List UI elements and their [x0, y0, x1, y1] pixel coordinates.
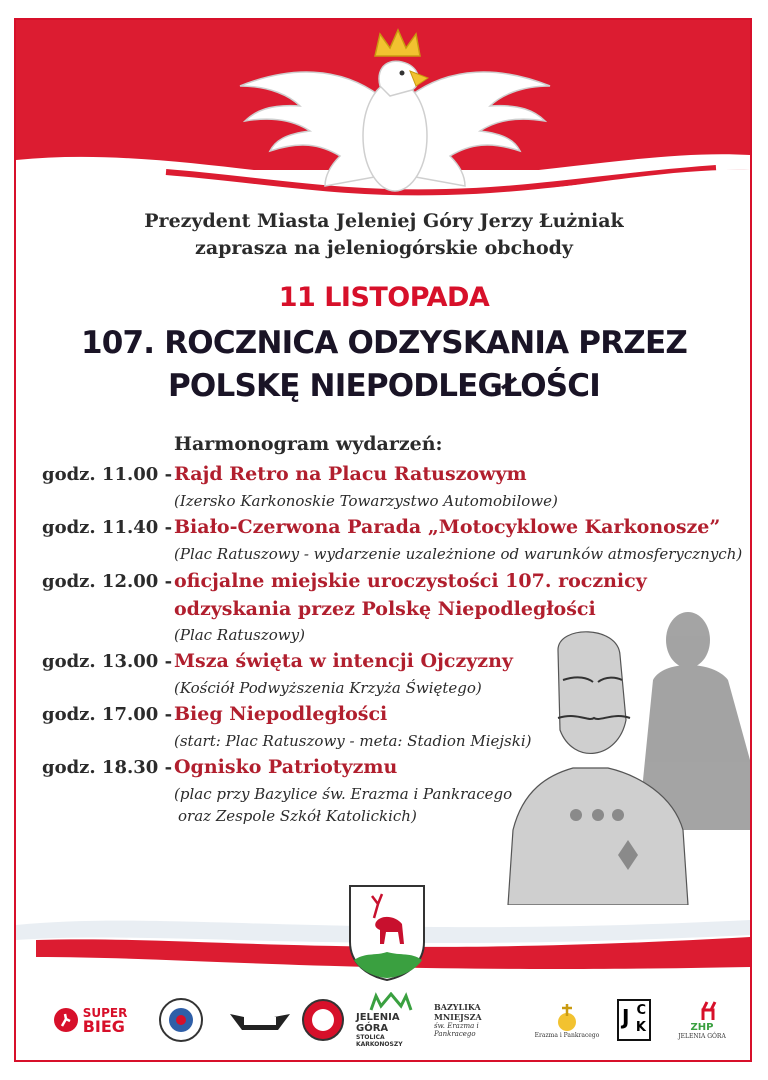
event-title: Msza święta w intencji Ojczyzny	[174, 650, 513, 672]
bazylika-text-2: św. Erazma i Pankracego	[434, 1022, 479, 1038]
club-badge-logo	[298, 990, 348, 1050]
event-place: (start: Plac Ratuszowy - meta: Stadion Miejski)	[174, 732, 532, 750]
intro-line-2: zaprasza na jeleniogórskie obchody	[195, 237, 573, 259]
event-time: godz. 11.00 -	[42, 464, 173, 485]
event-place: (Kościół Podwyższenia Krzyża Świętego)	[174, 679, 482, 697]
bazylika-text-1: BAZYLIKA MNIEJSZA	[434, 1002, 482, 1022]
event-title: Biało-Czerwona Parada „Motocyklowe Karkonosze”	[174, 516, 721, 538]
zhp-deer-icon	[685, 1000, 719, 1022]
club-badge-icon	[301, 998, 345, 1042]
cross-sun-icon	[551, 1002, 583, 1032]
event-time: godz. 17.00 -	[42, 704, 173, 725]
bractwo-kurkowe-logo	[152, 990, 210, 1050]
jck-logo	[614, 990, 654, 1050]
motorcycle-wings-icon	[228, 1000, 292, 1040]
event-time: godz. 18.30 -	[42, 757, 173, 778]
super-bieg-logo	[40, 990, 140, 1050]
jck-letter-c: C	[636, 1003, 646, 1018]
event-time: godz. 12.00 -	[42, 571, 173, 592]
parafia-text: Erazma i Pankracego	[534, 1031, 600, 1039]
jck-letter-j: J	[622, 1005, 630, 1029]
runner-icon	[53, 1007, 79, 1033]
zhp-logo	[672, 990, 732, 1050]
event-time: godz. 11.40 -	[42, 517, 173, 538]
zhp-text-1: ZHP	[690, 1022, 714, 1033]
event-place: (Plac Ratuszowy)	[174, 626, 305, 644]
event-time: godz. 13.00 -	[42, 651, 173, 672]
main-title-line-2: POLSKĘ NIEPODLEGŁOŚCI	[168, 368, 600, 404]
event-place: (plac przy Bazylice św. Erazma i Pankracego	[174, 785, 513, 803]
event-title: Rajd Retro na Placu Ratuszowym	[174, 463, 527, 485]
parafia-logo	[530, 990, 604, 1050]
white-eagle-emblem	[230, 26, 560, 196]
event-title: Ognisko Patriotyzmu	[174, 756, 398, 778]
event-place: (Plac Ratuszowy - wydarzenie uzależnione od warunków atmosferycznych)	[174, 545, 743, 563]
main-title-line-1: 107. ROCZNICA ODZYSKANIA PRZEZ	[80, 325, 688, 361]
date-title: 11 LISTOPADA	[278, 282, 490, 313]
event-place-continued: oraz Zespole Szkół Katolickich)	[178, 807, 417, 825]
jelenia-gora-text-1: JELENIA GÓRA	[356, 1012, 400, 1034]
sponsor-logos	[30, 990, 736, 1050]
zhp-text-2: JELENIA GÓRA	[678, 1033, 726, 1040]
antlers-icon	[366, 992, 416, 1012]
bazylika-logo	[434, 990, 520, 1050]
jelenia-gora-text-2: STOLICA KARKONOSZY	[356, 1034, 403, 1048]
event-title: Bieg Niepodległości	[174, 703, 388, 725]
jelenia-gora-city-logo	[356, 990, 426, 1050]
intro-line-1: Prezydent Miasta Jeleniej Góry Jerzy Łużniak	[144, 210, 624, 232]
jelenia-gora-coat-of-arms	[346, 882, 428, 982]
event-title-continued: odzyskania przez Polskę Niepodległości	[174, 598, 596, 620]
super-bieg-text-2: BIEG	[82, 1017, 125, 1036]
super-bieg-text-1: SUPER	[82, 1006, 128, 1020]
motocyklowe-karkonosze-logo	[225, 990, 295, 1050]
event-place: (Izersko Karkonoskie Towarzystwo Automobilowe)	[174, 492, 558, 510]
historical-portraits-illustration	[488, 600, 750, 905]
bractwo-badge-icon	[158, 997, 204, 1043]
jck-letter-k: K	[635, 1020, 646, 1035]
event-title: oficjalne miejskie uroczystości 107. rocznicy	[174, 570, 647, 592]
schedule-heading: Harmonogram wydarzeń:	[174, 433, 443, 455]
